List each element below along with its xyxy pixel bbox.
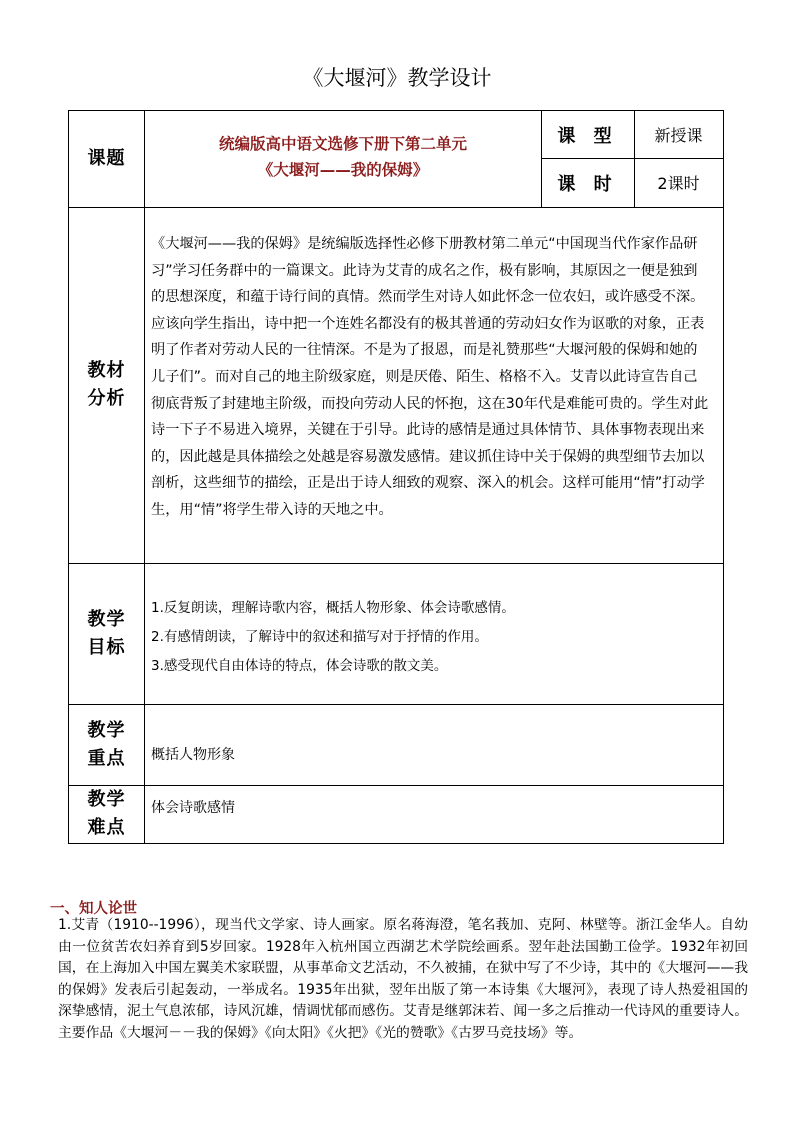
- topic-label-text: 课题: [87, 148, 126, 170]
- table-divider: [69, 704, 723, 705]
- goal-item: 1.反复朗读，理解诗歌内容，概括人物形象、体会诗歌感情。: [151, 600, 515, 616]
- key-points-text: 概括人物形象: [151, 747, 235, 763]
- unit-line-1: 统编版高中语文选修下册下第二单元: [218, 135, 467, 153]
- goals-label-line-1: 教学: [87, 608, 126, 630]
- class-type-label-text: 课 型: [557, 125, 618, 147]
- key-label-line-1: 教学: [87, 719, 126, 741]
- key-label-line-2: 重点: [87, 747, 126, 769]
- hours-value: [634, 158, 723, 207]
- goals-list: [151, 594, 711, 681]
- class-type-label: [541, 111, 634, 158]
- difficulty-label: [69, 785, 144, 843]
- difficulty-label-line-1: 教学: [87, 789, 126, 811]
- goal-item: 3.感受现代自由体诗的特点，体会诗歌的散文美。: [151, 658, 448, 674]
- section-body: 1.艾青（1910--1996），现当代文学家、诗人画家。原名蒋海澄，笔名莪加、克阿、林壁等。浙江金华人。自幼由一位贫苦农妇养育到5岁回家。1928年入杭州国立西湖艺术学院绘画系。翌年赴法国勤工俭学。1932年初回国，在上海加入中国左翼美术家联盟，从事革命文艺活动，不久被捕，在狱中写了不少诗，其中的《大堰河——我的保姆》发表后引起轰动，一举成名。1935年出狱，翌年出版了第一本诗集《大堰河》，表现了诗人热爱祖国的深挚感情，泥土气息浓郁，诗风沉雄，情调忧郁而感伤。艾青是继郭沫若、闻一多之后推动一代诗风的重要诗人。主要作品《大堰河－－我的保姆》《向太阳》《火把》《光的赞歌》《古罗马竞技场》等。: [58, 917, 748, 1041]
- analysis-label-line-2: 分析: [87, 388, 126, 409]
- class-type-value: [634, 111, 723, 158]
- analysis-text: 《大堰河——我的保姆》是统编版选择性必修下册教材第二单元“中国现当代作家作品研习”学习任务群中的一篇课文。此诗为艾青的成名之作，极有影响，其原因之一便是独到的思想深度，和蕴于诗行间的真情。然而学生对诗人如此怀念一位农妇，或许感受不深。应该向学生指出，诗中把一个连姓名都没有的极其普通的劳动妇女作为讴歌的对象，正表明了作者对劳动人民的一往情深。不是为了报恩，而是礼赞那些“大堰河般的保姆和她的儿子们”。而对自己的地主阶级家庭，则是厌倦、陌生、格格不入。艾青以此诗宣告自己彻底背叛了封建地主阶级，而投向劳动人民的怀抱，这在30年代是难能可贵的。学生对此诗一下子不易进入境界，关键在于引导。此诗的感情是通过具体情节、具体事物表现出来的，因此越是具体描绘之处越是容易激发感情。建议抓住诗中关于保姆的典型细节去加以剖析，这些细节的描绘，正是出于诗人细致的观察、深入的机会。这样可能用“情”打动学生，用“情”将学生带入诗的天地之中。: [151, 236, 709, 518]
- difficulty-text: 体会诗歌感情: [151, 800, 235, 816]
- goal-item: 2.有感情朗读，了解诗中的叙述和描写对于抒情的作用。: [151, 629, 488, 645]
- analysis-label-line-1: 教材: [87, 360, 126, 382]
- table-divider: [144, 111, 145, 843]
- goals-label: [69, 563, 144, 704]
- class-type-value-text: 新授课: [654, 126, 703, 145]
- goals-label-line-2: 目标: [87, 636, 126, 658]
- table-divider: [69, 563, 723, 564]
- analysis-label: [69, 207, 144, 563]
- hours-label-text: 课 时: [557, 173, 618, 195]
- table-divider: [69, 785, 723, 786]
- lesson-plan-table: [68, 110, 724, 844]
- section-heading: 一、知人论世: [50, 901, 137, 917]
- table-divider: [69, 207, 723, 208]
- topic-label: [69, 111, 144, 207]
- document-title: 《大堰河》教学设计: [302, 66, 492, 90]
- hours-label: [541, 158, 634, 207]
- unit-title: [146, 131, 540, 183]
- difficulty-label-line-2: 难点: [87, 817, 126, 838]
- hours-value-text: 2课时: [657, 174, 700, 193]
- unit-line-2: 《大堰河——我的保姆》: [257, 161, 429, 179]
- key-points-label: [69, 704, 144, 785]
